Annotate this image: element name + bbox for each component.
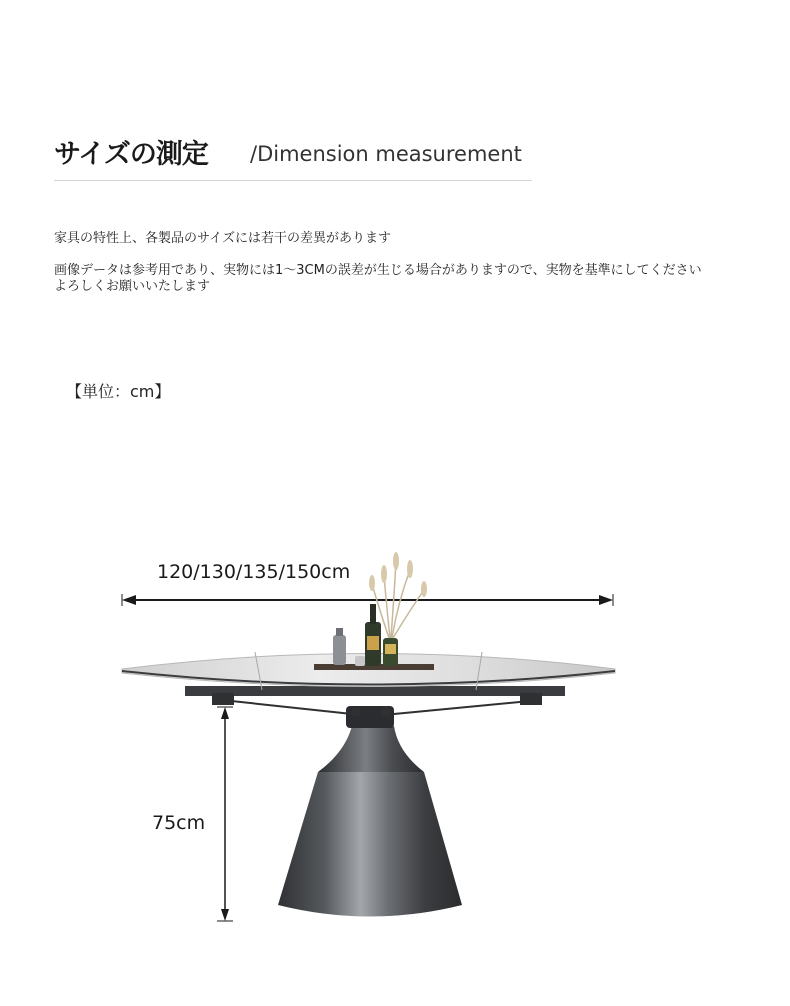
note-reference-image: 画像データは参考用であり、実物には1～3CMの誤差が生じる場合がありますので、実物を基準にしてください: [54, 263, 702, 278]
note-size-variance: 家具の特性上、各製品のサイズには若干の差異があります: [54, 231, 391, 246]
heading-title-jp: サイズの測定: [54, 139, 208, 170]
height-dimension-arrow: [217, 707, 233, 921]
unit-label: 【単位：cm】: [66, 382, 171, 401]
height-dimension-label: 75cm: [152, 812, 206, 834]
width-dimension-label: 120/130/135/150cm: [157, 561, 351, 583]
width-dimension-arrow: [122, 594, 613, 606]
table-base: [278, 706, 462, 917]
heading-title-en: /Dimension measurement: [250, 142, 522, 166]
note-thanks: よろしくお願いいたします: [54, 279, 211, 294]
